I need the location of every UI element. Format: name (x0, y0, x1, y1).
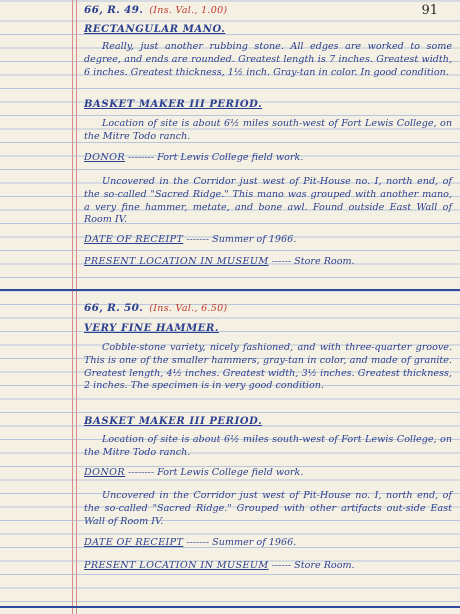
donor-label: DONOR (84, 152, 126, 163)
page-number: 91 (421, 3, 438, 18)
uncovered-note: Uncovered in the Corridor just west of Pit-House no. I, north end, of the so-called "Sacred Ridge." This mano was grouped with another mano, a very fine hammer, metate, and bone awl. Found outside East Wall of Room IV. (84, 176, 452, 226)
present-location-line: PRESENT LOCATION IN MUSEUM ------ Store Room. (84, 256, 355, 267)
present-location-value: Store Room. (294, 560, 355, 571)
catalog-number-line (84, 302, 452, 314)
uncovered-note: Uncovered in the Corridor just west of Pit-House no. I, north end, of the so-called "Sacred Ridge." Grouped with other artifacts out-side East Wall of Room IV. (84, 490, 452, 527)
catalog-entry (84, 292, 452, 604)
donor-line: DONOR -------- Fort Lewis College field work. (84, 467, 304, 478)
margin-line (72, 0, 73, 614)
site-location: Location of site is about 6½ miles south-west of Fort Lewis College, on the Mitre Todo ranch. (84, 434, 452, 458)
present-location-value: Store Room. (294, 256, 355, 267)
specimen-title: VERY FINE HAMMER. (84, 323, 219, 334)
receipt-label: DATE OF RECEIPT (84, 234, 184, 245)
specimen-description: Really, just another rubbing stone. All edges are worked to some degree, and ends are rounded. Greatest length is 7 inches. Greatest width, 6 inches. Greatest thickness, 1½ inch. Gray-tan in color. In good condition. (84, 41, 452, 78)
margin-line (76, 0, 77, 614)
donor-value: Fort Lewis College field work. (157, 152, 304, 163)
insured-value: (Ins. Val., 6.50) (149, 303, 228, 314)
donor-label: DONOR (84, 467, 126, 478)
present-location-label: PRESENT LOCATION IN MUSEUM (84, 256, 269, 267)
donor-value: Fort Lewis College field work. (157, 467, 304, 478)
receipt-line: DATE OF RECEIPT ------- Summer of 1966. (84, 234, 297, 245)
entry-divider (0, 289, 460, 291)
specimen-description: Cobble-stone variety, nicely fashioned, and with three-quarter groove. This is one of the smaller hammers, gray-tan in color, and made of granite. Greatest length, 4½ inches. Greatest width, 3½ inches. Greatest thickness, 2 inches. The specimen is in very good condition. (84, 342, 452, 392)
present-location-label: PRESENT LOCATION IN MUSEUM (84, 560, 269, 571)
entry-divider (0, 606, 460, 608)
catalog-number: 66, R. 50. (84, 302, 144, 314)
present-location-line: PRESENT LOCATION IN MUSEUM ------ Store Room. (84, 560, 355, 571)
specimen-title: RECTANGULAR MANO. (84, 24, 226, 35)
receipt-value: Summer of 1966. (212, 537, 297, 548)
donor-line: DONOR -------- Fort Lewis College field work. (84, 152, 304, 163)
catalog-number-line (84, 4, 452, 16)
insured-value: (Ins. Val., 1.00) (149, 5, 228, 16)
site-location: Location of site is about 6½ miles south-west of Fort Lewis College, on the Mitre Todo ranch. (84, 118, 452, 142)
receipt-value: Summer of 1966. (212, 234, 297, 245)
receipt-label: DATE OF RECEIPT (84, 537, 184, 548)
catalog-entry (84, 0, 452, 288)
period-heading: BASKET MAKER III PERIOD. (84, 416, 263, 427)
period-heading: BASKET MAKER III PERIOD. (84, 99, 263, 110)
receipt-line: DATE OF RECEIPT ------- Summer of 1966. (84, 537, 297, 548)
catalog-number: 66, R. 49. (84, 4, 144, 16)
